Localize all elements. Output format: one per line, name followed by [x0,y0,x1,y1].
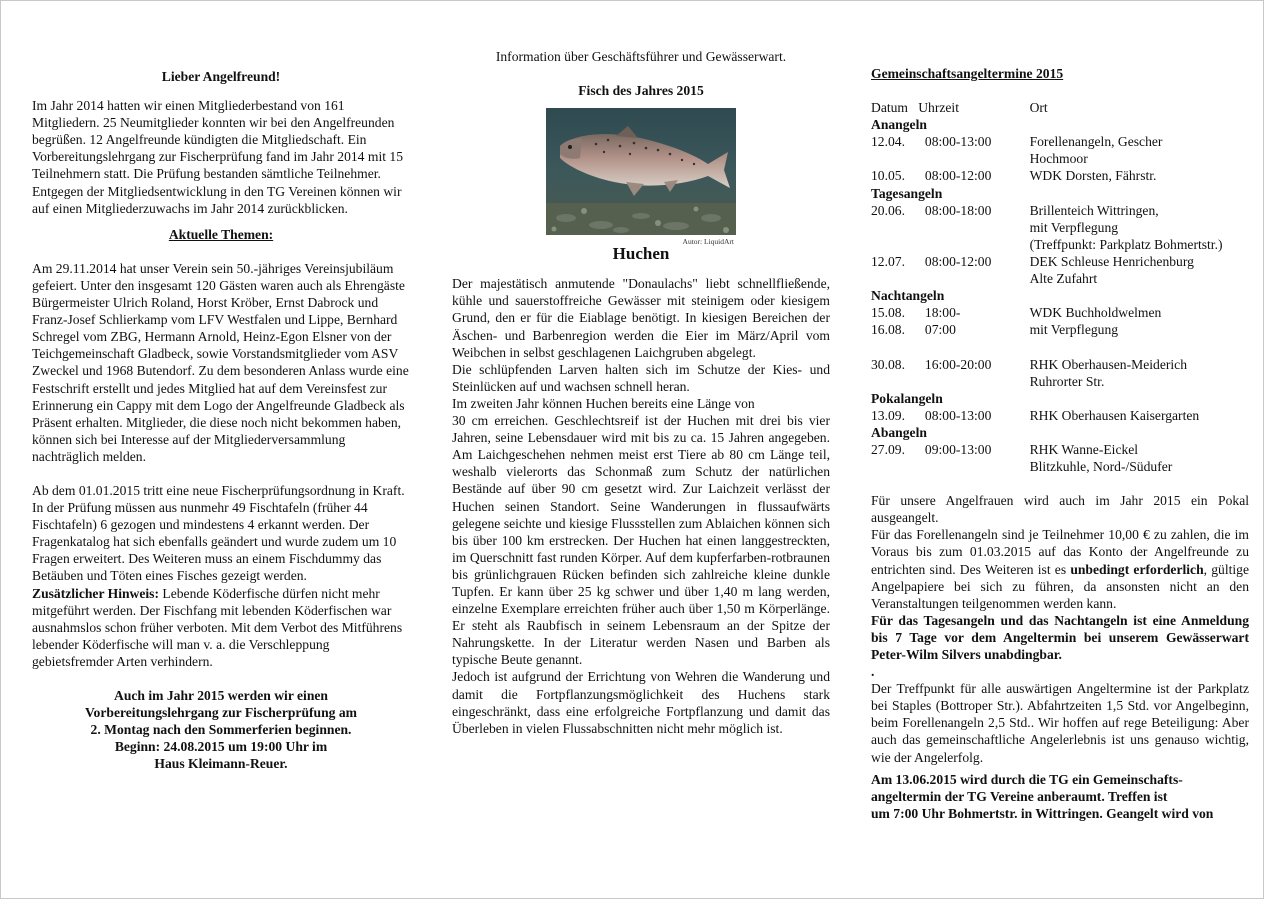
fish-image [546,108,736,235]
schedule-date [871,373,925,390]
schedule-category: Abangeln [871,424,927,440]
course-announcement [32,687,410,772]
schedule-time [925,219,1030,236]
schedule-row [871,356,1249,373]
schedule-place: RHK Wanne-Eickel [1029,441,1139,457]
column-middle [452,48,830,737]
schedule-category-row [871,116,1249,133]
schedule-place: (Treffpunkt: Parkplatz Bohmertstr.) [1029,236,1223,252]
registration-dot: . [871,664,875,680]
schedule-table [871,99,1249,475]
schedule-date [871,458,925,475]
schedule-row [871,236,1249,253]
course-line: 2. Montag nach den Sommerferien beginnen. [90,722,352,738]
schedule-time: 09:00-13:00 [924,441,992,457]
schedule-place: WDK Buchholdwelmen [1029,305,1162,321]
schedule-row [871,133,1249,150]
photo-credit: Autor: LiquidArt [682,237,734,247]
anniversary-paragraph: Am 29.11.2014 hat unser Verein sein 50.-jähriges Vereinsjubiläum gefeiert. Unter den insgesamt 120 Gästen waren auch als Ehrengäste Bürgermeister Ulrich Roland, Horst Kröber, Ernst Dabrock und Franz-Josef Schlierkamp vom LFV Westfalen und Lippe, Bernhard Schregel vom ZBG, Hermann Arnold, Heinz-Egon Elsner von der Teichgemeinschaft Gladbeck, sowie Vorstandsmitglieder vom ASV Zweckel und 1968 Butendorf. Zu dem besonderen Anlass wurde eine Festschrift erstellt und jedes Mitglied hat auf dem Vereinsfest zur Erinnerung ein Cappy mit dem Logo der Angelfreunde Gladbeck als Präsent erhalten. Mitglieder, die diese noch nicht bekommen haben, können sich bei Interesse auf der Mitgliederversammlung nachträglich melden. [32,260,409,464]
schedule-row [871,150,1249,167]
schedule-row [871,202,1249,219]
schedule-place: RHK Oberhausen-Meiderich [1029,356,1187,372]
schedule-spacer-row [871,338,1249,355]
article-paragraph: Im zweiten Jahr können Huchen bereits eine Länge von [452,395,755,411]
schedule-date [871,219,925,236]
schedule-date: 27.09. [871,441,905,457]
fee-emphasis: unbedingt erforderlich [1070,561,1204,577]
schedule-row [871,304,1249,321]
schedule-row [871,373,1249,390]
schedule-row [871,253,1249,270]
schedule-time: 16:00-20:00 [924,356,992,372]
course-line: Haus Kleimann-Reuer. [154,756,288,772]
schedule-date: 13.09. [871,407,905,423]
current-topics-heading: Aktuelle Themen: [168,226,274,242]
schedule-place: Ruhrorter Str. [1029,373,1105,389]
schedule-header-row [871,99,1249,116]
membership-paragraph: Im Jahr 2014 hatten wir einen Mitgliederbestand von 161 Mitgliedern. 25 Neumitglieder konnten wir bei den Angelfreunden begrüßen. 12 Angelfreunde kündigten die Mitgliedschaft. Ein Vorbereitungslehrgang zur Fischerprüfung fand im Jahr 2014 mit 15 Teilnehmern statt. Die Prüfung bestanden sämtliche Teilnehmer. Entgegen der Mitgliedsentwicklung in den TG Vereinen können wir auf einen Mitgliederzuwachs im Jahr 2014 zurückblicken. [32,98,403,216]
schedule-date [871,236,925,253]
schedule-row [871,321,1249,338]
schedule-category: Anangeln [871,117,927,133]
joint-fishing-line: um 7:00 Uhr Bohmertstr. in Wittringen. Geangelt wird von [871,805,1214,821]
info-line: Information über Geschäftsführer und Gewässerwart. [495,49,787,64]
schedule-date: 12.07. [871,253,905,269]
schedule-time [925,373,1030,390]
schedule-time: 08:00-18:00 [924,202,992,218]
schedule-row [871,458,1249,475]
fee-paragraph [871,526,1249,611]
article-paragraph: 30 cm erreichen. Geschlechtsreif ist der Huchen mit drei bis vier Jahren, seine Lebensdauer wird mit bis zu ca. 15 Jahren angegeben. Am Laichgeschehen nehmen meist erst Tiere ab 80 cm Länge teil, weshalb vielerorts das Schonmaß zum Schutz der natürlichen Bestände auf über 90 cm gesetzt wird. Zur Laichzeit verlässt der Huchen seinen Standort. Seine Wanderungen in flussaufwärts gelegene seichte und kiesige Flussstellen zum Ablaichen können sich bis über 100 km erstrecken. Der Huchen hat einen langgestreckten, im Querschnitt fast runden Körper. Auf dem kupferfarben-rotbraunen bis grünlichgrauen Rücken befinden sich zahlreiche kleine dunkle Tupfen. Er kann über 25 kg schwer und über 1,40 m lang werden, einzelne Exemplare erreichten früher auch über 1,50 m Körperlänge. Er steht als Raubfisch in seinem Lebensraum an der Spitze der Nahrungskette. In der Literatur werden Nasen und Barben als typische Beute genannt. [452,413,830,668]
schedule-place: mit Verpflegung [1029,219,1119,235]
course-line: Beginn: 24.08.2015 um 19:00 Uhr im [114,739,328,755]
schedule-date: 30.08. [871,356,905,372]
header-uhrzeit: Uhrzeit [918,100,959,116]
schedule-place: RHK Oberhausen Kaisergarten [1029,407,1200,423]
course-line: Auch im Jahr 2015 werden wir einen [114,688,328,703]
schedule-time [925,270,1030,287]
schedule-time: 08:00-12:00 [924,253,992,269]
column-right [871,65,1249,822]
exam-rules-paragraph: Ab dem 01.01.2015 tritt eine neue Fischerprüfungsordnung in Kraft. In der Prüfung müssen aus nunmehr 49 Fischtafeln (früher 44 Fischtafeln) 6 gezogen und mindestens 4 erkannt werden. Der Fragenkatalog hat sich ebenfalls geändert und wurde zudem um 10 Fragen erweitert. Des Weiteren muss an einem Fischdummy das Betäuben und Töten eines Fisches gezeigt werden. [32,482,405,584]
schedule-row [871,219,1249,236]
schedule-place: DEK Schleuse Henrichenburg [1029,253,1194,269]
schedule-time [925,150,1030,167]
fee-text-end: , gültige Angelpapiere bei sich zu führen, da ansonsten nicht an den Veranstaltungen teilgenommen werden kann. [871,561,1249,611]
registration-paragraph: Für das Tagesangeln und das Nachtangeln ist eine Anmeldung bis 7 Tage vor dem Angeltermin bei unserem Gewässerwart Peter-Wilm Silvers unabdingbar. [871,612,1249,662]
schedule-date: 10.05. [871,168,905,184]
greeting-heading: Lieber Angelfreund! [161,69,281,84]
course-line: Vorbereitungslehrgang zur Fischerprüfung am [84,705,357,721]
article-paragraph: Jedoch ist aufgrund der Errichtung von Wehren die Wanderung und damit die Fortpflanzungsmöglichkeit des Huchens stark eingeschränkt, dass eine erfolgreiche Fortpflanzung und damit das Überleben in vielen Flussabschnitten nicht mehr möglich ist. [452,669,830,736]
joint-fishing-line: angeltermin der TG Vereine anberaumt. Treffen ist [871,788,1168,804]
schedule-category-row [871,287,1249,304]
schedule-heading: Gemeinschaftsangeltermine 2015 [871,66,1064,81]
schedule-place: mit Verpflegung [1029,322,1119,338]
additional-note-paragraph [32,585,410,670]
header-ort: Ort [1029,100,1048,116]
schedule-row [871,167,1249,184]
schedule-place: Blitzkuhle, Nord-/Südufer [1029,459,1173,475]
schedule-date [871,270,925,287]
additional-note-text: Lebende Köderfische dürfen nicht mehr mitgeführt werden. Der Fischfang mit lebenden Köderfischen war ausnahmslos schon früher verboten. Mit dem Verbot des Mitführens lebender Köderfische will man v. a. die Verschleppung gebietsfremder Arten verhindern. [32,585,403,669]
joint-fishing-line: Am 13.06.2015 wird durch die TG ein Gemeinschafts- [871,771,1183,787]
schedule-category-row [871,424,1249,441]
schedule-category: Pokalangeln [871,390,943,406]
meeting-point-paragraph: Der Treffpunkt für alle auswärtigen Angeltermine ist der Parkplatz bei Staples (Bottroper Str.). Abfahrtzeiten 1,5 Std. vor Angelbeginn, beim Forellenangeln 2,5 Std.. Wir hoffen auf rege Beteiligung: Aber auch das gemeinschaftliche Angelerlebnis ist uns genauso wichtig, wie der Angelerfolg. [871,681,1249,765]
schedule-place: WDK Dorsten, Fährstr. [1029,168,1157,184]
schedule-category-row [871,390,1249,407]
schedule-row [871,441,1249,458]
schedule-time: 08:00-12:00 [924,168,992,184]
header-datum: Datum [871,100,908,116]
schedule-category-row [871,185,1249,202]
joint-fishing-paragraph [871,771,1249,822]
schedule-time: 07:00 [924,322,956,338]
schedule-time: 18:00- [924,305,961,321]
fish-of-year-heading: Fisch des Jahres 2015 [578,83,704,99]
schedule-row [871,407,1249,424]
schedule-place: Forellenangeln, Gescher [1029,134,1163,150]
schedule-place: Hochmoor [1029,151,1088,167]
schedule-time [925,458,1030,475]
schedule-time: 08:00-13:00 [924,134,992,150]
schedule-date: 12.04. [871,134,905,150]
schedule-category: Tagesangeln [871,185,943,201]
schedule-date [871,150,925,167]
additional-note-label: Zusätzlicher Hinweis: [32,585,159,601]
schedule-row [871,270,1249,287]
fee-text: Für das Forellenangeln sind je Teilnehmer 10,00 € zu zahlen, die im Voraus bis zum 01.03.2015 auf das Konto der Angelfreunde zu entrichten sind. Des Weiteren ist es [871,527,1249,577]
article-title: Huchen [612,244,670,264]
ladies-cup-paragraph: Für unsere Angelfrauen wird auch im Jahr 2015 ein Pokal ausgeangelt. [871,493,1249,526]
schedule-time [925,236,1030,253]
column-left [32,68,410,772]
huchen-photo [546,108,736,247]
schedule-spacer [871,338,1249,355]
schedule-date: 20.06. [871,202,905,218]
article-paragraph: Der majestätisch anmutende "Donaulachs" liebt schnellfließende, kühle und sauerstoffreiche Gewässer mit steinigem oder kiesigem Grund, den er für die Eiablage benötigt. In kiesigen Bereichen der Äschen- und Barbenregion werden die Eier im März/April vom Weibchen in selbst geschlagenen Laichgruben abgelegt. [452,276,830,360]
schedule-category: Nachtangeln [871,288,945,304]
schedule-body [871,116,1249,475]
article-paragraph: Die schlüpfenden Larven halten sich im Schutze der Kies- und Steinlücken auf und wachsen schnell heran. [452,361,830,394]
schedule-date: 16.08. [871,322,905,338]
schedule-place: Alte Zufahrt [1029,271,1098,287]
schedule-place: Brillenteich Wittringen, [1029,202,1159,218]
schedule-date: 15.08. [871,305,905,321]
schedule-time: 08:00-13:00 [924,407,992,423]
